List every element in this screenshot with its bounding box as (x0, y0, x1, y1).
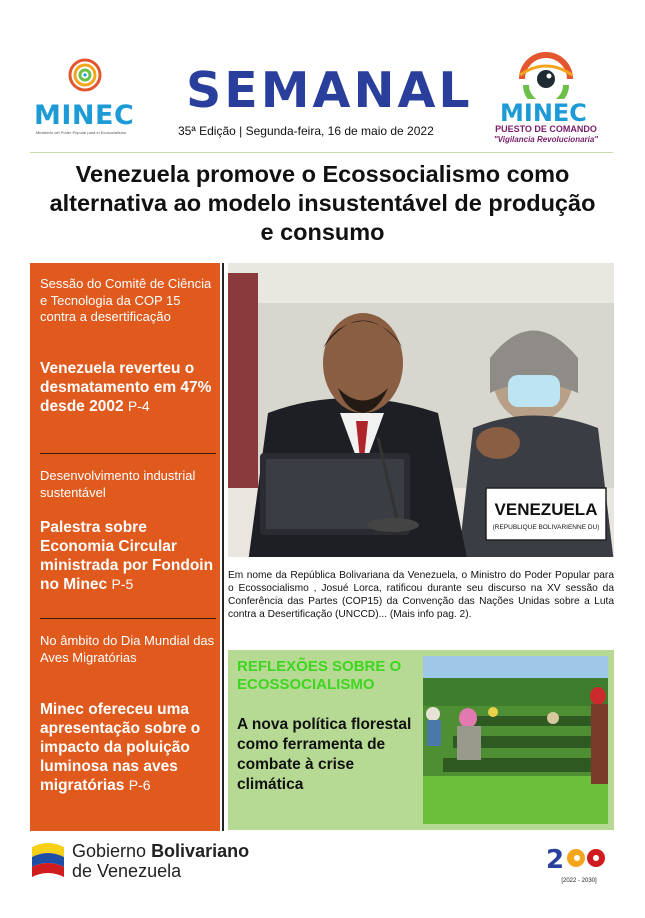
feature-title: A nova política florestal como ferramenta de combate à crise climática (237, 716, 412, 793)
story-title: Venezuela reverteu o desmatamento em 47% desde 2002 (40, 360, 212, 415)
spiral-logo-icon (68, 58, 102, 92)
government-line-1 (72, 841, 249, 862)
eye-logo-icon (516, 49, 576, 99)
svg-text:2: 2 (546, 845, 565, 875)
bolivariano-word: Bolivariano (151, 841, 250, 861)
column-divider (222, 263, 224, 831)
government-word: Gobierno (72, 841, 152, 861)
minec-logo-left (34, 58, 149, 140)
government-line-2: de Venezuela (72, 861, 182, 881)
feature-section-title: REFLEXÕES SOBRE O ECOSSOCIALISMO (237, 658, 402, 693)
photo-caption: Em nome da República Bolivariana da Venezuela, o Ministro do Poder Popular para o Ecossocialismo , Josué Lorca, ratificou durante seu discurso na XV sessão da Conferência das Partes (COP15) da Convenção das Nações Unidas sobre a Luta contra a Desertificação (UNCCD)... (Mais info pag. 2). (228, 570, 614, 620)
name-plate-subtitle: (REPUBLIQUE BOLIVARIENNE DU) (492, 524, 600, 531)
story-kicker: Desenvolvimento industrial sustentável (40, 468, 196, 500)
newsletter-title: SEMANAL (186, 62, 473, 119)
bicentennial-years: [2022 - 2030] (561, 878, 597, 884)
conference-photo-illustration (228, 263, 614, 557)
minec-logo-text: MINEC (34, 100, 135, 131)
feature-box[interactable] (228, 650, 614, 830)
minec-command-logo (486, 49, 606, 149)
story-link[interactable] (40, 700, 220, 795)
tree-nursery-illustration (423, 656, 608, 824)
story-title: Palestra sobre Economia Circular ministrada por Fondoin no Minec (40, 519, 214, 593)
story-divider (40, 453, 216, 454)
bicentennial-logo (544, 838, 614, 888)
story-page-ref: P-5 (111, 576, 134, 592)
story-kicker: No âmbito do Dia Mundial das Aves Migratórias (40, 633, 215, 665)
story-divider (40, 618, 216, 619)
name-plate-country: VENEZUELA (494, 500, 598, 519)
story-title: Minec ofereceu uma apresentação sobre o impacto da poluição luminosa nas aves migratórias (40, 701, 201, 794)
government-logo (30, 839, 270, 881)
command-post-text: PUESTO DE COMANDO (495, 124, 597, 134)
nursery-photo (423, 656, 608, 824)
vigilance-motto: "Vigilancia Revolucionaria" (493, 135, 599, 144)
story-page-ref: P-6 (128, 777, 151, 793)
minec-command-text: MINEC (500, 99, 587, 127)
venezuela-flag-icon (30, 839, 66, 879)
story-page-ref: P-4 (127, 398, 150, 414)
story-kicker: Sessão do Comitê de Ciência e Tecnologia da COP 15 contra a desertificação (40, 276, 212, 324)
main-photo (228, 263, 614, 557)
sidebar-stories (30, 263, 220, 831)
main-headline: Venezuela promove o Ecossocialismo como alternativa ao modelo insustentável de produção e consumo (49, 161, 596, 245)
minec-logo-subtitle: Ministerio del Poder Popular para el Ecosocialismo (36, 130, 127, 135)
bicentennial-200-icon (544, 838, 614, 888)
story-link[interactable] (40, 518, 220, 594)
story-link[interactable] (40, 359, 220, 416)
edition-line: 35ª Edição | Segunda-feira, 16 de maio de 2022 (178, 124, 434, 138)
header-divider (30, 152, 613, 153)
